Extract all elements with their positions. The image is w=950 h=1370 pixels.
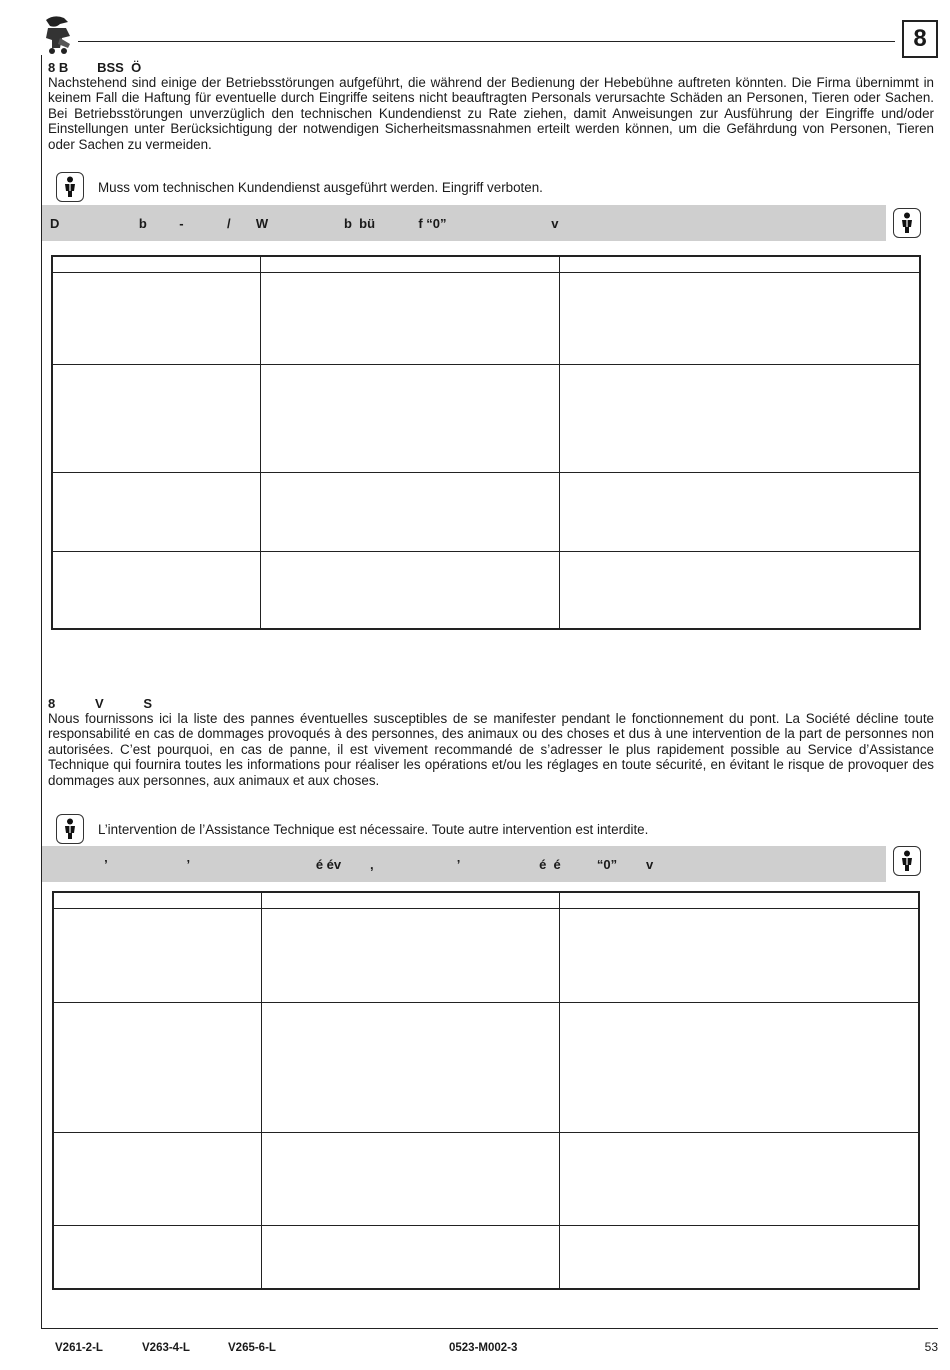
technician-icon <box>893 846 921 876</box>
header-rule <box>78 41 895 42</box>
company-logo <box>40 14 76 56</box>
troubleshooting-table-french <box>52 891 920 1290</box>
chapter-number: 8 <box>902 20 938 58</box>
table-row <box>53 1132 919 1225</box>
footer-model-3: V265-6-L <box>228 1342 276 1354</box>
footer-model-1: V261-2-L <box>55 1342 103 1354</box>
note-german <box>56 172 543 202</box>
table-row <box>53 1225 919 1289</box>
section-heading-french: 8 V S <box>48 696 153 711</box>
technician-icon <box>56 172 84 202</box>
intro-german: Nachstehend sind einige der Betriebsstörungen aufgeführt, die während der Bedienung der Hebebühne auftreten könnten. Die Firma übernimmt in keinem Fall die Haftung für eventuelle durch Eingriffe seitens nicht beauftragten Personals verursachte Schäden an Personen, Tieren oder Sachen. Bei Betriebsstörungen unverzüglich den technischen Kundendienst zu Rate ziehen, damit Anweisungen zur Ausführung der Eingriffe und/oder Einstellungen unter Berücksichtigung der notwendigen Sicherheitsmassnahmen erteilt werden können, um die Gefährdung von Personen, Tieren oder Sachen zu vermeiden. <box>48 75 934 152</box>
table-header-bar-french: ’ ’ é év , ’ é é “0” v <box>42 846 886 882</box>
technician-icon <box>56 814 84 844</box>
table-header-bar-german: D b - / W b bü f “0” v <box>42 205 886 241</box>
table-row <box>52 472 920 551</box>
table-header-row <box>53 892 919 908</box>
footer-doc-code: 0523-M002-3 <box>449 1342 518 1354</box>
section-french <box>48 697 934 788</box>
section-heading-german: 8 B BSS Ö <box>48 60 142 75</box>
intro-french: Nous fournissons ici la liste des pannes éventuelles susceptibles de se manifester pendant le fonctionnement du pont. La Société décline toute responsabilité en cas de dommages provoqués à des personnes, des animaux ou des choses et dus à une intervention de la part de personnes non autorisées. C’est pourquoi, en cas de panne, il est vivement recommandé de s’adresser le plus rapidement possible au Service d’Assistance Technique qui fournira toutes les informations pour réaliser les opérations et/ou les réglages en toute sécurité, en évitant le risque de provoquer des dommages aux personnes, aux animaux et aux choses. <box>48 711 934 788</box>
footer-rule <box>41 1328 938 1329</box>
margin-rule <box>41 55 42 1328</box>
table-row <box>52 364 920 472</box>
note-text-german: Muss vom technischen Kundendienst ausgeführt werden. Eingriff verboten. <box>98 179 543 195</box>
footer-model-2: V263-4-L <box>142 1342 190 1354</box>
note-text-french: L’intervention de l’Assistance Technique est nécessaire. Toute autre intervention est interdite. <box>98 821 649 837</box>
note-french <box>56 814 648 844</box>
table-row <box>53 908 919 1002</box>
technician-icon <box>893 208 921 238</box>
page-number: 53 <box>924 1340 938 1354</box>
table-row <box>52 272 920 364</box>
table-row <box>53 1002 919 1132</box>
table-row <box>52 551 920 629</box>
table-header-row <box>52 256 920 272</box>
troubleshooting-table-german <box>51 255 921 630</box>
section-german <box>48 61 934 152</box>
